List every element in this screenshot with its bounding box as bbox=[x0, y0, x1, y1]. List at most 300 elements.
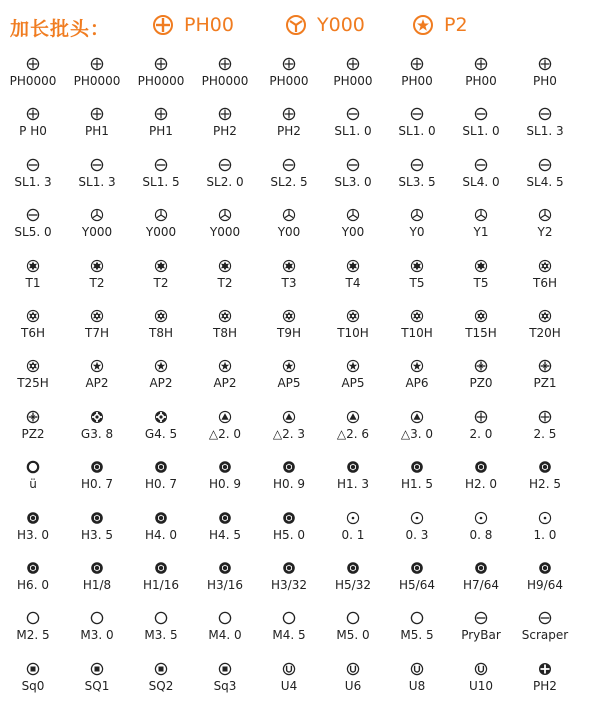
bit-label: PH2 bbox=[277, 124, 301, 139]
bit-label: AP2 bbox=[85, 376, 109, 391]
bit-cell bbox=[513, 409, 577, 441]
bit-cell bbox=[321, 157, 385, 189]
slotted-icon bbox=[346, 107, 360, 121]
hex-icon bbox=[154, 561, 168, 575]
bit-label: △3. 0 bbox=[400, 426, 434, 441]
bit-cell bbox=[321, 510, 385, 542]
triangle-icon bbox=[282, 410, 296, 424]
phillips-icon bbox=[26, 107, 40, 121]
bit-cell bbox=[449, 258, 513, 290]
bit-cell bbox=[257, 207, 321, 239]
bit-label: PH0000 bbox=[9, 74, 57, 88]
hex-icon bbox=[474, 460, 488, 474]
bit-cell bbox=[449, 358, 513, 390]
torx-security-icon bbox=[26, 359, 40, 373]
phillips-icon bbox=[26, 57, 40, 71]
bit-cell bbox=[65, 106, 129, 138]
pentalobe-icon bbox=[218, 359, 232, 373]
bit-cell bbox=[321, 459, 385, 491]
hex-icon bbox=[282, 511, 296, 525]
bit-label: 2. 5 bbox=[533, 426, 557, 441]
bit-label: G4. 5 bbox=[144, 426, 178, 441]
bit-label: PH0000 bbox=[137, 74, 185, 88]
bit-label: PH0000 bbox=[201, 74, 249, 88]
triangle-icon bbox=[218, 410, 232, 424]
hex-icon bbox=[282, 460, 296, 474]
header-item-label: Y000 bbox=[317, 14, 365, 36]
hex-icon bbox=[538, 460, 552, 474]
bit-label: PH00 bbox=[401, 74, 433, 88]
torx-icon bbox=[218, 259, 232, 273]
bit-label: H5/64 bbox=[399, 577, 435, 592]
bit-label: H3. 5 bbox=[81, 527, 113, 542]
bit-cell bbox=[1, 459, 65, 491]
pentalobe-icon bbox=[154, 359, 168, 373]
bit-label: 0. 8 bbox=[469, 527, 493, 542]
bit-cell bbox=[385, 358, 449, 390]
bit-cell bbox=[193, 409, 257, 441]
bit-label: U10 bbox=[468, 678, 494, 693]
bit-label: H2. 0 bbox=[465, 477, 497, 492]
bit-cell bbox=[1, 661, 65, 693]
torx-security-icon bbox=[154, 309, 168, 323]
bit-cell bbox=[449, 560, 513, 592]
bit-label: M2. 5 bbox=[16, 628, 50, 643]
bit-cell bbox=[513, 308, 577, 340]
slotted-icon bbox=[538, 107, 552, 121]
header-item-ph00 bbox=[152, 14, 234, 36]
bit-label: T8H bbox=[213, 325, 237, 340]
bit-cell bbox=[321, 358, 385, 390]
bit-cell bbox=[385, 560, 449, 592]
bit-cell bbox=[65, 610, 129, 642]
bit-label: T1 bbox=[25, 275, 41, 290]
bit-label: T7H bbox=[85, 325, 109, 340]
bit-label: H0. 7 bbox=[81, 477, 113, 492]
bit-label: AP2 bbox=[149, 376, 173, 391]
slotted-icon bbox=[154, 158, 168, 172]
torx-icon bbox=[90, 259, 104, 273]
circle-icon bbox=[346, 611, 360, 625]
bit-label: PH2 bbox=[533, 678, 557, 693]
bit-label: T4 bbox=[345, 275, 361, 290]
bit-label: PH0 bbox=[533, 74, 557, 88]
phillips-icon bbox=[474, 57, 488, 71]
hex-icon bbox=[346, 561, 360, 575]
bit-cell bbox=[1, 258, 65, 290]
bit-cell bbox=[1, 157, 65, 189]
slotted-icon bbox=[26, 208, 40, 222]
bit-cell bbox=[193, 207, 257, 239]
phillips-icon bbox=[282, 57, 296, 71]
bit-label: PH1 bbox=[149, 124, 173, 139]
bit-label: H0. 7 bbox=[145, 477, 177, 492]
torx-security-icon bbox=[218, 309, 232, 323]
bit-label: PH000 bbox=[269, 74, 309, 88]
u-shape-icon bbox=[346, 662, 360, 676]
phillips-icon bbox=[218, 107, 232, 121]
bit-cell bbox=[1, 207, 65, 239]
grid-row bbox=[0, 409, 601, 459]
bit-label: T6H bbox=[21, 325, 45, 340]
bit-cell bbox=[129, 157, 193, 189]
torx-icon bbox=[154, 259, 168, 273]
bit-label: M3. 5 bbox=[144, 628, 178, 643]
bit-cell bbox=[321, 258, 385, 290]
grid-row bbox=[0, 106, 601, 156]
hex-icon bbox=[218, 460, 232, 474]
hex-icon bbox=[90, 460, 104, 474]
bit-label: SL4. 5 bbox=[526, 174, 564, 189]
bit-cell bbox=[257, 409, 321, 441]
bit-label: H9/64 bbox=[527, 577, 563, 592]
bit-cell bbox=[1, 56, 65, 88]
tri-wing-icon bbox=[218, 208, 232, 222]
bit-cell bbox=[129, 459, 193, 491]
slotted-icon bbox=[474, 107, 488, 121]
header bbox=[0, 0, 601, 56]
grid-row bbox=[0, 610, 601, 660]
hex-icon bbox=[154, 460, 168, 474]
bit-cell bbox=[65, 510, 129, 542]
bit-cell bbox=[1, 409, 65, 441]
bit-cell bbox=[513, 106, 577, 138]
square-icon bbox=[26, 662, 40, 676]
bit-label: AP2 bbox=[213, 376, 237, 391]
bit-cell bbox=[193, 157, 257, 189]
bit-label: Y1 bbox=[473, 225, 489, 240]
square-icon bbox=[90, 662, 104, 676]
slotted-icon bbox=[538, 611, 552, 625]
pozidriv-icon bbox=[474, 359, 488, 373]
bit-label: PryBar bbox=[461, 628, 501, 643]
bit-label: T20H bbox=[529, 325, 561, 340]
bit-label: 2. 0 bbox=[469, 426, 493, 441]
bit-label: 0. 3 bbox=[405, 527, 429, 542]
bit-cell bbox=[193, 258, 257, 290]
bit-cell bbox=[257, 106, 321, 138]
bit-cell bbox=[385, 510, 449, 542]
slotted-icon bbox=[218, 158, 232, 172]
u-shape-icon bbox=[282, 662, 296, 676]
bit-label: SQ1 bbox=[84, 678, 110, 693]
bit-cell bbox=[385, 56, 449, 88]
bit-label: H0. 9 bbox=[209, 477, 241, 492]
dot-icon bbox=[538, 511, 552, 525]
bit-cell bbox=[129, 106, 193, 138]
bit-cell bbox=[257, 56, 321, 88]
bit-label: PZ2 bbox=[21, 426, 45, 441]
bit-cell bbox=[65, 207, 129, 239]
gear-bit-icon bbox=[90, 410, 104, 424]
bit-label: SL4. 0 bbox=[462, 174, 500, 189]
hex-icon bbox=[410, 460, 424, 474]
bit-cell bbox=[449, 610, 513, 642]
bit-cell bbox=[385, 258, 449, 290]
header-item-label: PH00 bbox=[184, 14, 234, 36]
pentalobe-icon bbox=[346, 359, 360, 373]
bit-label: SQ2 bbox=[148, 678, 174, 693]
bit-cell bbox=[385, 661, 449, 693]
bit-label: SL3. 0 bbox=[334, 174, 372, 189]
bit-cell bbox=[193, 106, 257, 138]
bit-label: T2 bbox=[153, 275, 169, 290]
hex-icon bbox=[410, 561, 424, 575]
grid-row bbox=[0, 56, 601, 106]
bit-cell bbox=[257, 661, 321, 693]
bit-label: T15H bbox=[465, 325, 497, 340]
hex-icon bbox=[218, 511, 232, 525]
bit-cell bbox=[65, 258, 129, 290]
bit-cell bbox=[129, 560, 193, 592]
phillips-icon bbox=[282, 107, 296, 121]
header-item-p2 bbox=[412, 14, 468, 36]
bit-cell bbox=[513, 258, 577, 290]
tri-wing-icon bbox=[282, 208, 296, 222]
bit-cell bbox=[129, 207, 193, 239]
tri-wing-icon bbox=[538, 208, 552, 222]
bit-cell bbox=[385, 308, 449, 340]
phillips-icon bbox=[90, 107, 104, 121]
slotted-icon bbox=[474, 611, 488, 625]
grid-row bbox=[0, 661, 601, 711]
bit-label: T3 bbox=[281, 275, 297, 290]
bit-label: H2. 5 bbox=[529, 477, 561, 492]
bit-cell bbox=[321, 106, 385, 138]
bit-label: H1/16 bbox=[143, 577, 179, 592]
bit-label: M5. 0 bbox=[336, 628, 370, 643]
bit-label: M4. 0 bbox=[208, 628, 242, 643]
bit-label: SL1. 3 bbox=[78, 174, 116, 189]
u-shape-icon bbox=[474, 662, 488, 676]
bit-label: H6. 0 bbox=[17, 577, 49, 592]
bit-cell bbox=[129, 308, 193, 340]
bit-label: T8H bbox=[149, 325, 173, 340]
bit-cell bbox=[193, 610, 257, 642]
bit-label: Sq3 bbox=[213, 678, 237, 693]
circle-icon bbox=[154, 611, 168, 625]
bit-cell bbox=[129, 610, 193, 642]
bit-cell bbox=[1, 510, 65, 542]
bit-label: PH000 bbox=[333, 74, 373, 88]
tri-wing-icon bbox=[346, 208, 360, 222]
hex-icon bbox=[346, 460, 360, 474]
bit-label: △2. 6 bbox=[336, 426, 370, 441]
bit-label: H1. 3 bbox=[337, 477, 369, 492]
bit-cell bbox=[513, 610, 577, 642]
triangle-icon bbox=[346, 410, 360, 424]
bit-label: Y2 bbox=[537, 225, 553, 240]
bit-cell bbox=[65, 308, 129, 340]
bit-label: H7/64 bbox=[463, 577, 499, 592]
hex-icon bbox=[218, 561, 232, 575]
hex-icon bbox=[90, 511, 104, 525]
torx-icon bbox=[26, 259, 40, 273]
bit-label: T10H bbox=[337, 325, 369, 340]
bit-label: Sq0 bbox=[21, 678, 45, 693]
torx-icon bbox=[474, 259, 488, 273]
phillips-icon bbox=[410, 57, 424, 71]
bit-cell bbox=[513, 56, 577, 88]
tri-wing-icon bbox=[285, 14, 307, 36]
circle-icon bbox=[282, 611, 296, 625]
bit-cell bbox=[257, 258, 321, 290]
bit-cell bbox=[257, 358, 321, 390]
bit-label: PZ0 bbox=[469, 376, 493, 391]
bit-label: P H0 bbox=[19, 124, 47, 139]
bit-label: △2. 3 bbox=[272, 426, 306, 441]
bit-cell bbox=[513, 560, 577, 592]
bit-label: T2 bbox=[89, 275, 105, 290]
bit-cell bbox=[385, 157, 449, 189]
bit-cell bbox=[257, 459, 321, 491]
circle-icon bbox=[410, 611, 424, 625]
bit-cell bbox=[449, 157, 513, 189]
bit-label: T5 bbox=[473, 275, 489, 290]
pentalobe-icon bbox=[90, 359, 104, 373]
grid-row bbox=[0, 560, 601, 610]
tri-wing-icon bbox=[474, 208, 488, 222]
bit-label: 0. 1 bbox=[341, 527, 365, 542]
hex-icon bbox=[282, 561, 296, 575]
triangle-icon bbox=[410, 410, 424, 424]
grid-row bbox=[0, 358, 601, 408]
bit-label: H3. 0 bbox=[17, 527, 49, 542]
bit-cell bbox=[449, 56, 513, 88]
bit-cell bbox=[193, 358, 257, 390]
bit-cell bbox=[65, 56, 129, 88]
bit-label: T10H bbox=[401, 325, 433, 340]
bit-label: H3/32 bbox=[271, 577, 307, 592]
pentalobe-icon bbox=[412, 14, 434, 36]
torx-security-icon bbox=[474, 309, 488, 323]
hex-icon bbox=[474, 561, 488, 575]
phillips-icon bbox=[474, 410, 488, 424]
bit-label: M5. 5 bbox=[400, 628, 434, 643]
bit-label: T6H bbox=[533, 275, 557, 290]
grid-row bbox=[0, 510, 601, 560]
bit-cell bbox=[1, 106, 65, 138]
slotted-icon bbox=[90, 158, 104, 172]
bit-cell bbox=[1, 560, 65, 592]
bit-label: Y0 bbox=[409, 225, 425, 240]
torx-security-icon bbox=[538, 259, 552, 273]
torx-security-icon bbox=[282, 309, 296, 323]
hex-icon bbox=[90, 561, 104, 575]
bit-cell bbox=[449, 510, 513, 542]
phillips-icon bbox=[154, 57, 168, 71]
bit-label: U4 bbox=[280, 678, 298, 693]
bit-label: PH00 bbox=[465, 74, 497, 88]
phillips-icon bbox=[90, 57, 104, 71]
bit-label: SL1. 0 bbox=[462, 124, 500, 139]
bit-cell bbox=[321, 207, 385, 239]
tri-wing-icon bbox=[410, 208, 424, 222]
phillips-icon bbox=[538, 57, 552, 71]
hex-icon bbox=[538, 561, 552, 575]
torx-security-icon bbox=[538, 309, 552, 323]
bit-label: U6 bbox=[344, 678, 362, 693]
circle-icon bbox=[90, 611, 104, 625]
phillips-icon bbox=[152, 14, 174, 36]
bit-label: 1. 0 bbox=[533, 527, 557, 542]
bit-label: T2 bbox=[217, 275, 233, 290]
bit-label: M3. 0 bbox=[80, 628, 114, 643]
bit-label: SL1. 3 bbox=[526, 124, 564, 139]
phillips-icon bbox=[538, 410, 552, 424]
bit-label: PH0000 bbox=[73, 74, 121, 88]
bit-label: Y000 bbox=[209, 225, 241, 240]
bit-cell bbox=[257, 610, 321, 642]
bit-label: Y000 bbox=[81, 225, 113, 240]
header-title: 加长批头： bbox=[10, 18, 111, 40]
bit-label: H4. 0 bbox=[145, 527, 177, 542]
bit-cell bbox=[129, 661, 193, 693]
pentalobe-icon bbox=[282, 359, 296, 373]
bit-label: Y000 bbox=[145, 225, 177, 240]
bit-cell bbox=[65, 560, 129, 592]
bit-cell bbox=[513, 358, 577, 390]
hex-icon bbox=[154, 511, 168, 525]
bit-label: H5/32 bbox=[335, 577, 371, 592]
grid-row bbox=[0, 157, 601, 207]
bit-cell bbox=[321, 560, 385, 592]
bit-cell bbox=[193, 661, 257, 693]
phillips-icon bbox=[154, 107, 168, 121]
bit-cell bbox=[193, 510, 257, 542]
bit-cell bbox=[513, 207, 577, 239]
bit-cell bbox=[129, 56, 193, 88]
bit-label: SL5. 0 bbox=[14, 225, 52, 240]
bit-cell bbox=[129, 258, 193, 290]
bit-cell bbox=[321, 661, 385, 693]
bit-cell bbox=[321, 308, 385, 340]
bit-label: ü bbox=[29, 477, 37, 492]
bit-cell bbox=[385, 459, 449, 491]
bit-cell bbox=[321, 409, 385, 441]
torx-icon bbox=[346, 259, 360, 273]
bit-label: H5. 0 bbox=[273, 527, 305, 542]
bit-label: SL1. 3 bbox=[14, 174, 52, 189]
bit-label: AP5 bbox=[341, 376, 365, 391]
dot-icon bbox=[346, 511, 360, 525]
bit-label: △2. 0 bbox=[208, 426, 242, 441]
bit-cell bbox=[65, 409, 129, 441]
bit-cell bbox=[257, 157, 321, 189]
bit-label: Scraper bbox=[521, 628, 569, 643]
bit-grid bbox=[0, 56, 601, 711]
bit-cell bbox=[449, 409, 513, 441]
bit-label: AP6 bbox=[405, 376, 429, 391]
bit-cell bbox=[1, 610, 65, 642]
tri-wing-icon bbox=[154, 208, 168, 222]
bit-cell bbox=[193, 459, 257, 491]
bit-label: U8 bbox=[408, 678, 426, 693]
gear-bit-icon bbox=[154, 410, 168, 424]
slotted-icon bbox=[26, 158, 40, 172]
bit-cell bbox=[65, 459, 129, 491]
dot-icon bbox=[474, 511, 488, 525]
slotted-icon bbox=[410, 158, 424, 172]
phillips-icon bbox=[346, 57, 360, 71]
slotted-icon bbox=[346, 158, 360, 172]
bit-label: SL2. 0 bbox=[206, 174, 244, 189]
bit-cell bbox=[65, 661, 129, 693]
bit-cell bbox=[321, 56, 385, 88]
bit-cell bbox=[129, 409, 193, 441]
ring-icon bbox=[26, 460, 40, 474]
grid-row bbox=[0, 308, 601, 358]
